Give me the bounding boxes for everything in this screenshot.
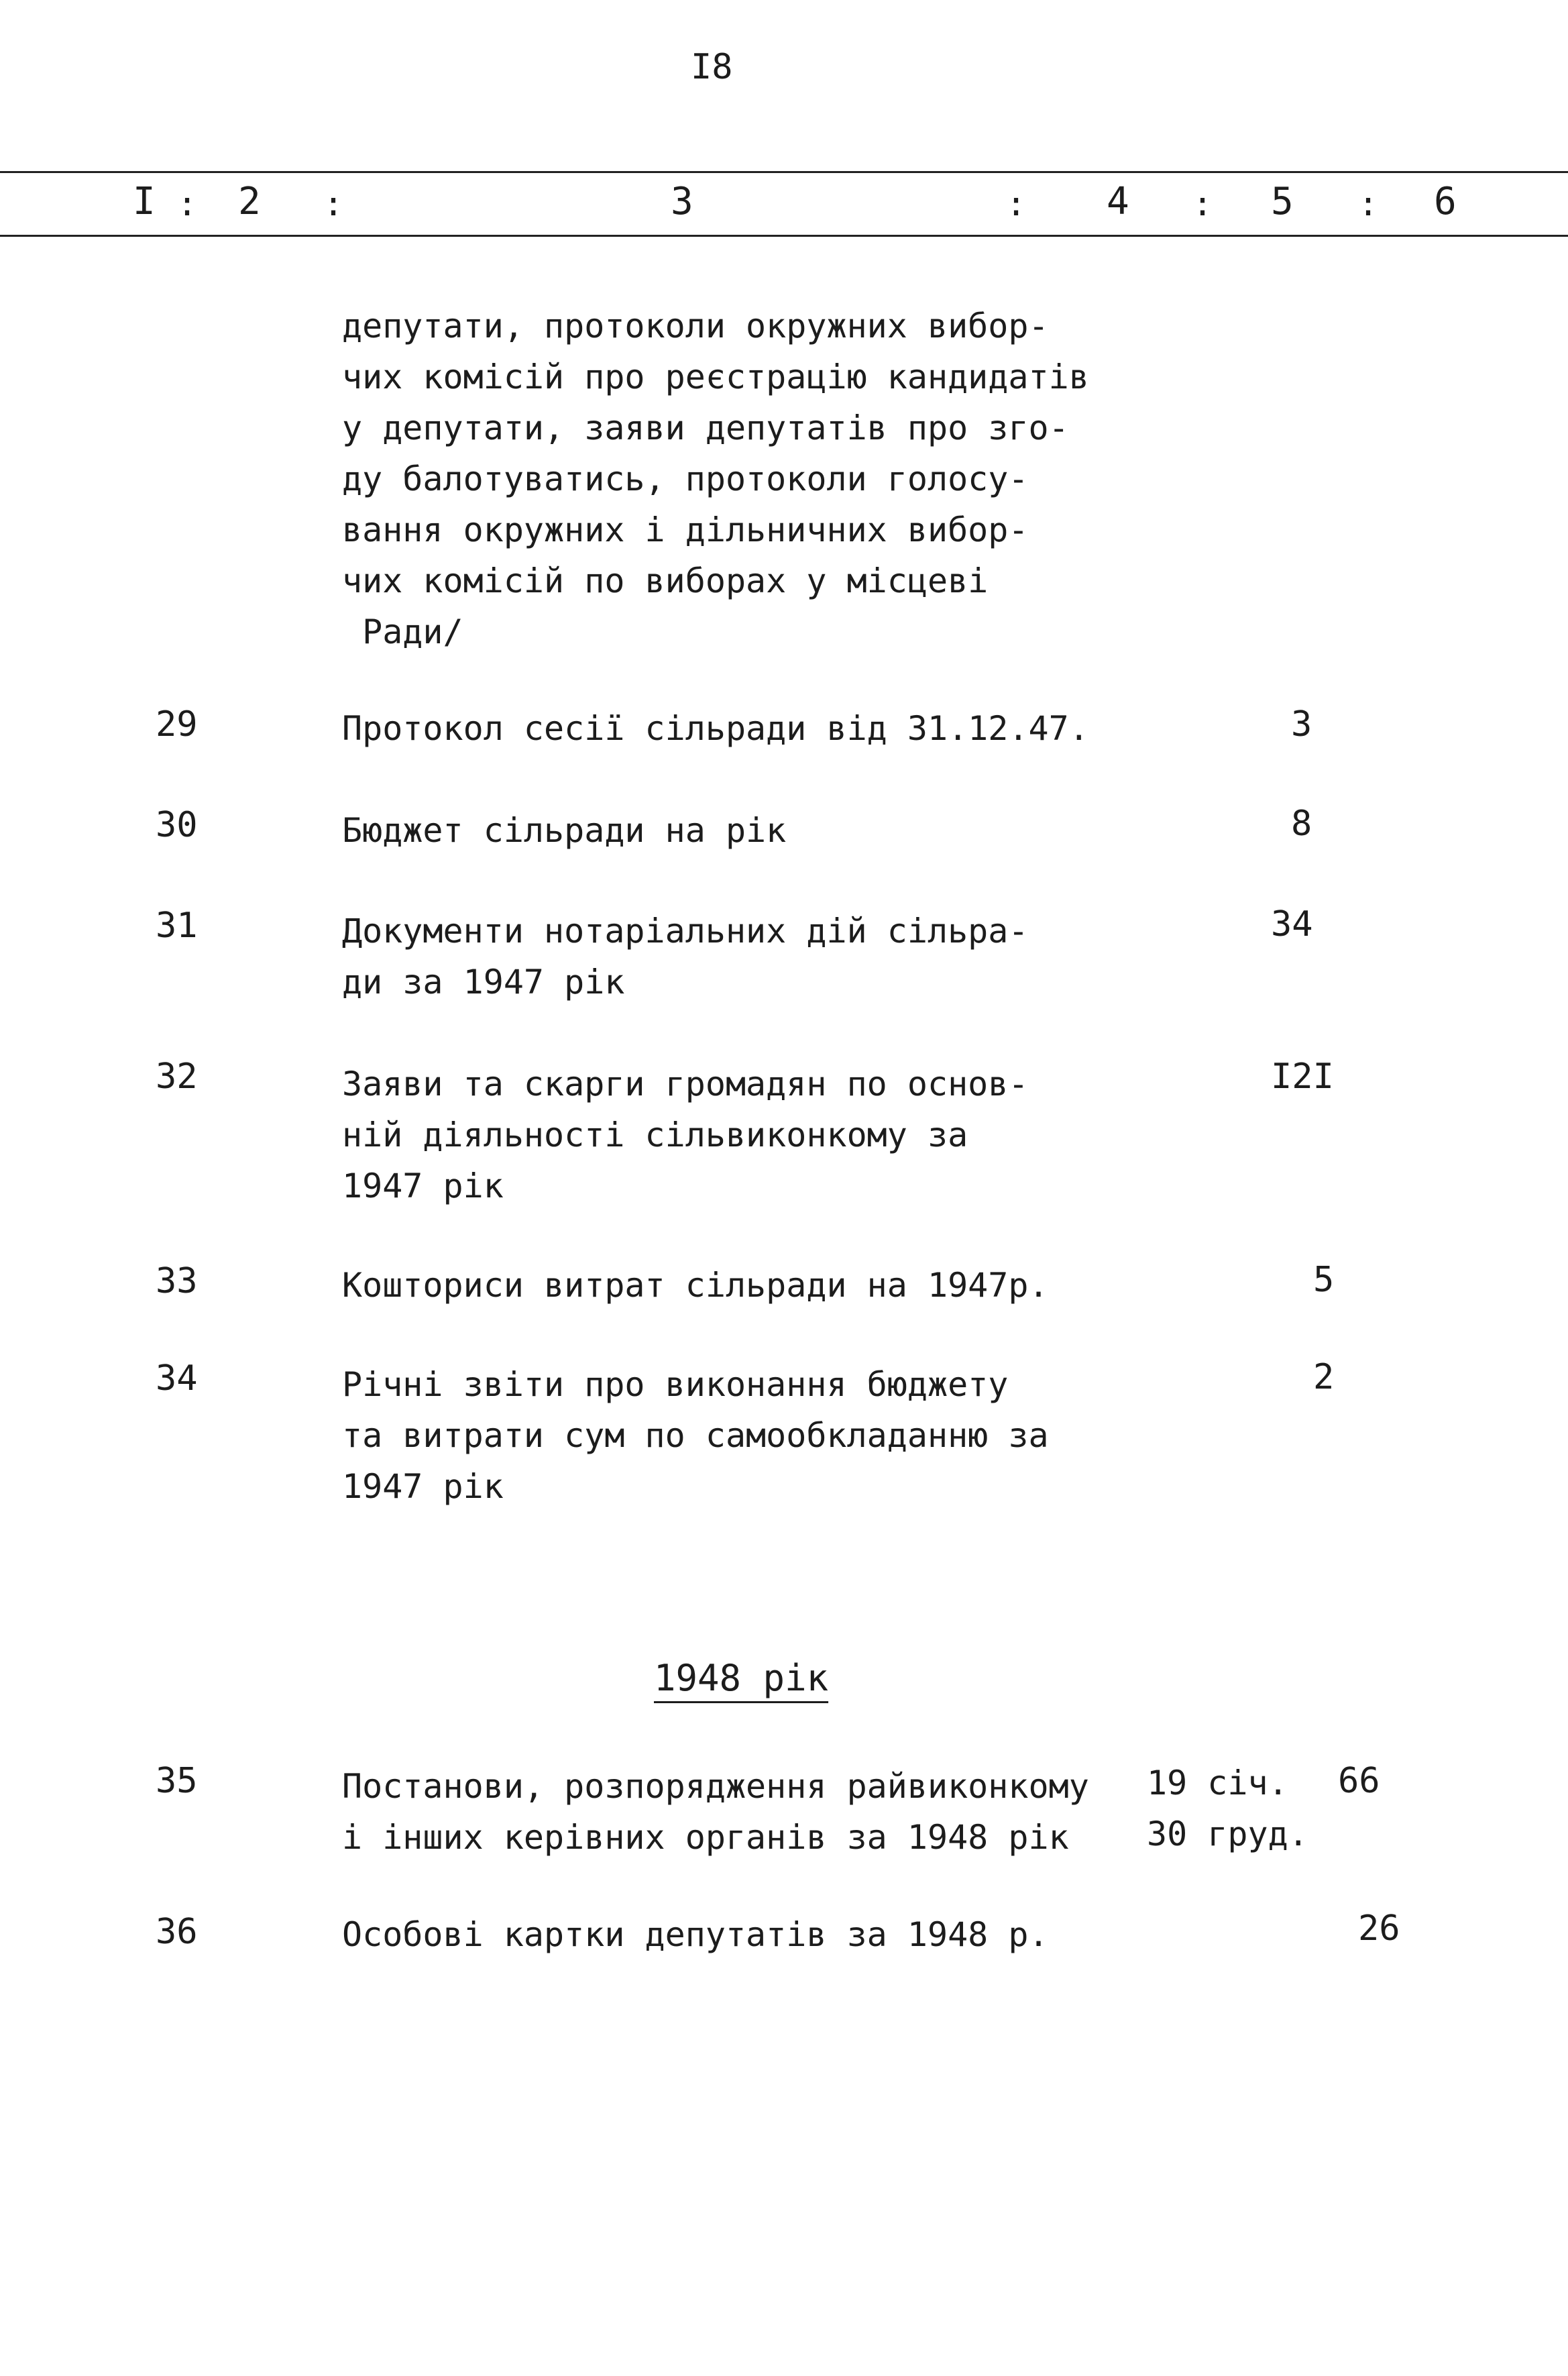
column-header-1: I xyxy=(133,180,156,223)
entry-sheet-count: 34 xyxy=(1271,904,1313,944)
entry-title: ди за 1947 рік xyxy=(342,963,625,1002)
entry-title: Особові картки депутатів за 1948 р. xyxy=(342,1915,1049,1954)
entry-end-date: 30 груд. xyxy=(1147,1815,1308,1853)
continuation-line: вання окружних і дільничних вибор- xyxy=(342,510,1029,549)
entry-title: ній діяльності сільвиконкому за xyxy=(342,1116,968,1154)
column-header-4: 4 xyxy=(1107,180,1129,223)
entry-sheet-count: 2 xyxy=(1313,1357,1335,1397)
entry-title: Бюджет сільради на рік xyxy=(342,811,787,850)
entry-title: Документи нотаріальних дій сільра- xyxy=(342,912,1029,951)
entry-title: та витрати сум по самообкладанню за xyxy=(342,1416,1049,1455)
entry-title: Протокол сесії сільради від 31.12.47. xyxy=(342,709,1089,748)
entry-title: і інших керівних органів за 1948 рік xyxy=(342,1818,1069,1857)
entry-title: Річні звіти про виконання бюджету xyxy=(342,1365,1009,1404)
entry-title: Постанови, розпорядження райвиконкому xyxy=(342,1767,1089,1806)
continuation-line: у депутати, заяви депутатів про зго- xyxy=(342,409,1069,447)
continuation-line: Ради/ xyxy=(342,612,463,651)
entry-sheet-count: 8 xyxy=(1291,804,1312,844)
page-number: I8 xyxy=(691,47,733,87)
column-header-6: 6 xyxy=(1434,180,1457,223)
entry-number: 35 xyxy=(156,1761,198,1801)
header-top-rule xyxy=(0,171,1568,173)
entry-start-date: 19 січ. xyxy=(1147,1764,1288,1802)
entry-sheet-count: 66 xyxy=(1338,1761,1380,1801)
entry-title: 1947 рік xyxy=(342,1167,504,1205)
entry-number: 29 xyxy=(156,704,198,745)
entry-number: 32 xyxy=(156,1057,198,1097)
column-separator: : xyxy=(1358,184,1379,223)
entry-number: 31 xyxy=(156,906,198,946)
entry-title: Заяви та скарги громадян по основ- xyxy=(342,1065,1029,1103)
column-separator: : xyxy=(177,184,198,223)
column-separator: : xyxy=(323,184,344,223)
column-separator: : xyxy=(1006,184,1027,223)
entry-sheet-count: 3 xyxy=(1291,704,1312,745)
column-header-5: 5 xyxy=(1271,180,1294,223)
entry-number: 34 xyxy=(156,1358,198,1399)
entry-number: 36 xyxy=(156,1912,198,1952)
continuation-line: ду балотуватись, протоколи голосу- xyxy=(342,460,1029,498)
entry-number: 33 xyxy=(156,1261,198,1301)
column-header-3: 3 xyxy=(671,180,693,223)
header-bottom-rule xyxy=(0,235,1568,237)
entry-title: Кошториси витрат сільради на 1947р. xyxy=(342,1266,1049,1305)
entry-sheet-count: 5 xyxy=(1313,1260,1335,1300)
entry-sheet-count: I2I xyxy=(1271,1057,1334,1097)
continuation-line: чих комісій по виборах у місцеві xyxy=(342,561,989,600)
column-header-2: 2 xyxy=(238,180,261,223)
entry-sheet-count: 26 xyxy=(1358,1908,1400,1949)
column-separator: : xyxy=(1192,184,1213,223)
continuation-line: чих комісій про реєстрацію кандидатів xyxy=(342,358,1089,396)
year-heading: 1948 рік xyxy=(654,1657,829,1699)
entry-number: 30 xyxy=(156,805,198,845)
continuation-line: депутати, протоколи окружних вибор- xyxy=(342,307,1049,345)
entry-title: 1947 рік xyxy=(342,1467,504,1506)
